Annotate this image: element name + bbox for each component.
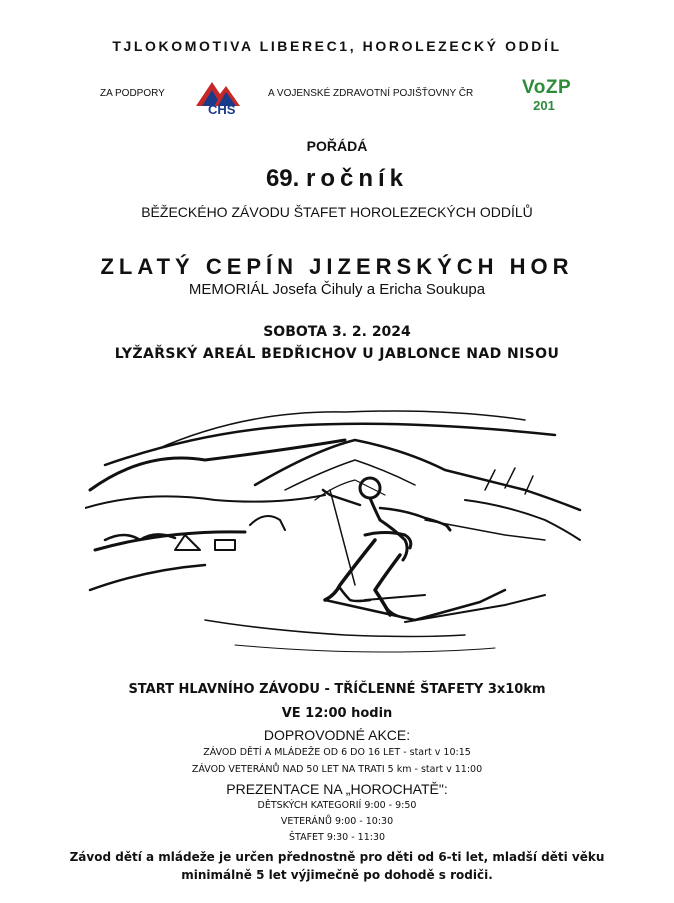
- vozp-logo: [522, 78, 584, 120]
- edition-word: ročník: [306, 165, 409, 192]
- registration-item: DĚTSKÝCH KATEGORIÍ 9:00 - 9:50: [257, 800, 417, 811]
- chs-logo: [190, 76, 246, 116]
- support-middle: A VOJENSKÉ ZDRAVOTNÍ POJIŠŤOVNY ČR: [268, 88, 474, 99]
- race-date: SOBOTA 3. 2. 2024: [263, 324, 411, 340]
- main-race-time: VE 12:00 hodin: [281, 706, 393, 721]
- race-venue: LYŽAŘSKÝ AREÁL BEDŘICHOV U JABLONCE NAD NISOU: [114, 346, 560, 362]
- support-prefix: ZA PODPORY: [100, 88, 165, 99]
- edition-heading: [0, 165, 674, 193]
- note-line: minimálně 5 let výjimečně po dohodě s rodiči.: [181, 868, 493, 882]
- organization-title: TJLOKOMOTIVA LIBEREC1, HOROLEZECKÝ ODDÍL: [112, 38, 562, 54]
- edition-number: 69.: [265, 165, 300, 192]
- race-name: ZLATÝ CEPÍN JIZERSKÝCH HOR: [100, 254, 574, 279]
- memorial-line: MEMORIÁL Josefa Čihuly a Ericha Soukupa: [188, 281, 486, 298]
- organizes-label: POŘÁDÁ: [306, 138, 368, 154]
- side-events-heading: DOPROVODNÉ AKCE:: [263, 727, 411, 743]
- note-line: Závod dětí a mládeže je určen přednostně pro děti od 6-ti let, mladší děti věku: [69, 850, 605, 864]
- registration-item: ŠTAFET 9:30 - 11:30: [288, 832, 386, 843]
- registration-item: VETERÁNŮ 9:00 - 10:30: [280, 816, 394, 827]
- vozp-logo-number: 201: [533, 98, 555, 113]
- side-event-item: ZÁVOD DĚTÍ A MLÁDEŽE OD 6 DO 16 LET - start v 10:15: [203, 747, 471, 758]
- registration-heading: PREZENTACE NA „HOROCHATĚ":: [226, 781, 448, 797]
- race-type: BĚŽECKÉHO ZÁVODU ŠTAFET HOROLEZECKÝCH ODDÍLŮ: [141, 204, 533, 220]
- chs-logo-text: CHS: [208, 102, 236, 116]
- vozp-logo-text: VoZP: [522, 77, 572, 98]
- main-race-start: START HLAVNÍHO ZÁVODU - TŘÍČLENNÉ ŠTAFETY 3x10km: [128, 682, 546, 697]
- side-event-item: ZÁVOD VETERÁNŮ NAD 50 LET NA TRATI 5 km - start v 11:00: [191, 764, 483, 775]
- skier-sketch-illustration: [85, 390, 590, 670]
